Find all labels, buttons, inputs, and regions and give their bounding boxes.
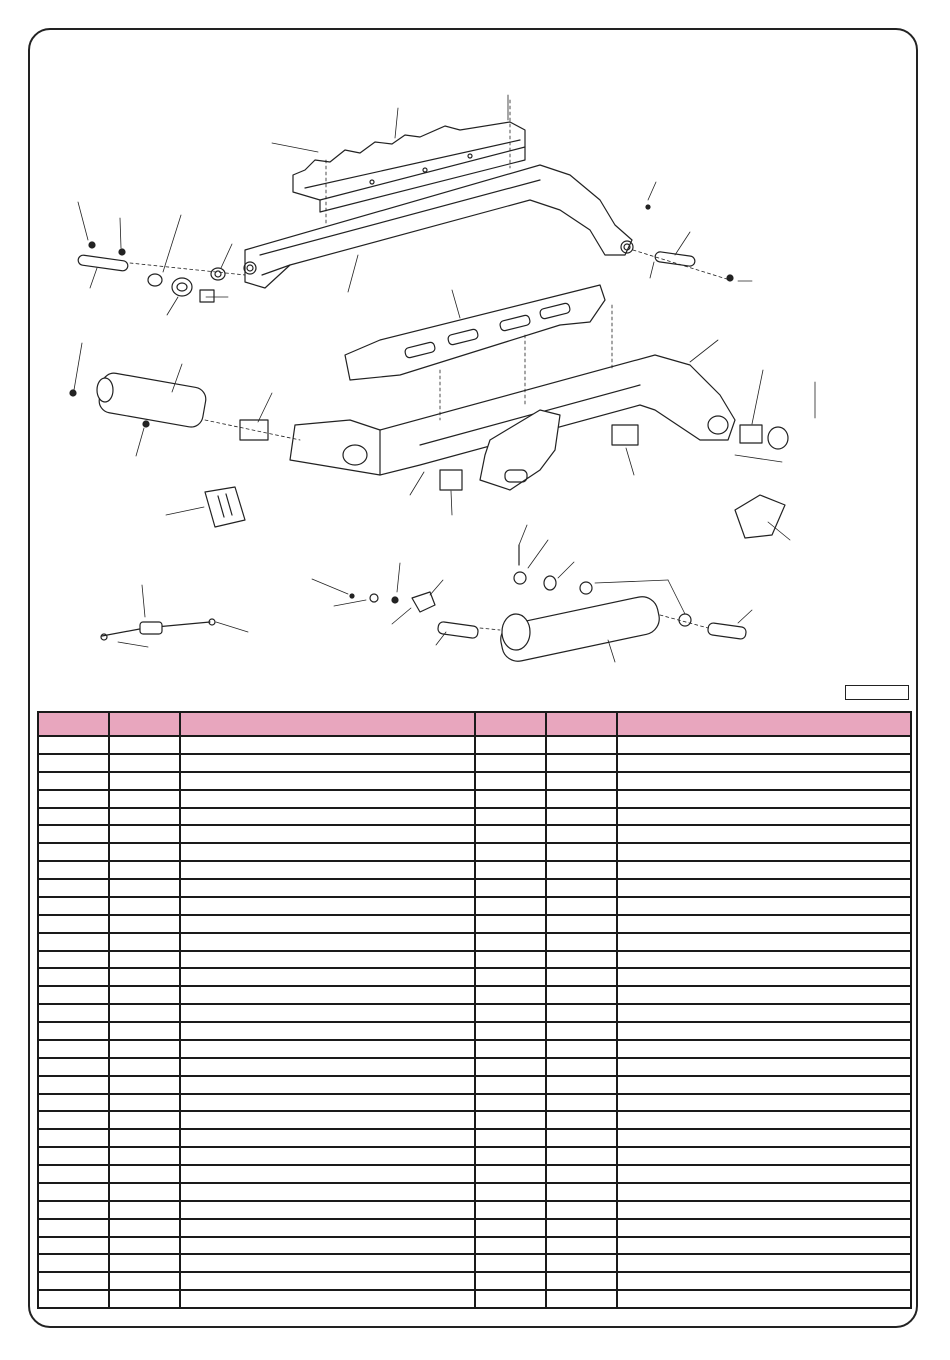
table-cell	[475, 861, 546, 879]
table-cell	[617, 1183, 911, 1201]
table-cell	[546, 1004, 617, 1022]
table-cell	[546, 1183, 617, 1201]
table-cell	[38, 754, 109, 772]
table-cell	[109, 1237, 180, 1255]
table-cell	[109, 843, 180, 861]
table-cell	[109, 986, 180, 1004]
table-row	[38, 825, 911, 843]
table-cell	[546, 933, 617, 951]
table-cell	[617, 808, 911, 826]
table-cell	[617, 1004, 911, 1022]
table-cell	[475, 1129, 546, 1147]
table-row	[38, 897, 911, 915]
table-cell	[109, 1254, 180, 1272]
table-cell	[180, 1219, 475, 1237]
table-cell	[475, 1290, 546, 1308]
table-cell	[546, 879, 617, 897]
table-cell	[475, 825, 546, 843]
table-cell	[38, 772, 109, 790]
table-cell	[109, 1076, 180, 1094]
table-cell	[180, 1165, 475, 1183]
table-cell	[180, 754, 475, 772]
table-row	[38, 861, 911, 879]
header-cell	[617, 712, 911, 736]
table-cell	[180, 1129, 475, 1147]
table-cell	[475, 843, 546, 861]
table-cell	[180, 1076, 475, 1094]
table-cell	[180, 1272, 475, 1290]
table-cell	[180, 808, 475, 826]
table-cell	[475, 1165, 546, 1183]
table-cell	[109, 1165, 180, 1183]
table-cell	[475, 736, 546, 754]
table-cell	[109, 1219, 180, 1237]
header-cell	[38, 712, 109, 736]
table-cell	[38, 736, 109, 754]
table-cell	[180, 1058, 475, 1076]
table-cell	[475, 1219, 546, 1237]
table-cell	[617, 754, 911, 772]
table-cell	[475, 897, 546, 915]
table-cell	[475, 1022, 546, 1040]
table-row	[38, 933, 911, 951]
table-cell	[546, 736, 617, 754]
table-cell	[617, 790, 911, 808]
table-cell	[38, 1165, 109, 1183]
table-cell	[38, 1076, 109, 1094]
table-cell	[38, 1237, 109, 1255]
table-cell	[475, 986, 546, 1004]
table-cell	[617, 1111, 911, 1129]
table-row	[38, 1183, 911, 1201]
table-cell	[475, 808, 546, 826]
table-row	[38, 1165, 911, 1183]
table-cell	[109, 1004, 180, 1022]
table-cell	[475, 1004, 546, 1022]
table-cell	[475, 1254, 546, 1272]
table-cell	[546, 986, 617, 1004]
table-cell	[617, 1290, 911, 1308]
table-row	[38, 1147, 911, 1165]
table-cell	[617, 986, 911, 1004]
table-row	[38, 843, 911, 861]
table-cell	[475, 1040, 546, 1058]
header-cell	[109, 712, 180, 736]
table-cell	[38, 968, 109, 986]
table-cell	[617, 1040, 911, 1058]
table-cell	[180, 1040, 475, 1058]
table-cell	[180, 1201, 475, 1219]
table-cell	[38, 951, 109, 969]
header-cell	[475, 712, 546, 736]
table-cell	[617, 1094, 911, 1112]
table-cell	[180, 915, 475, 933]
table-cell	[109, 951, 180, 969]
table-row	[38, 915, 911, 933]
table-cell	[109, 915, 180, 933]
table-cell	[546, 843, 617, 861]
table-cell	[180, 879, 475, 897]
cylinder-assembly	[350, 545, 747, 664]
table-cell	[109, 933, 180, 951]
table-cell	[546, 1076, 617, 1094]
table-cell	[109, 790, 180, 808]
table-cell	[546, 861, 617, 879]
table-cell	[546, 1040, 617, 1058]
table-cell	[617, 736, 911, 754]
table-cell	[180, 861, 475, 879]
table-cell	[617, 1076, 911, 1094]
table-row	[38, 1022, 911, 1040]
table-cell	[180, 1004, 475, 1022]
table-cell	[617, 772, 911, 790]
table-cell	[475, 1237, 546, 1255]
table-cell	[475, 1111, 546, 1129]
table-row	[38, 1290, 911, 1308]
table-cell	[546, 1111, 617, 1129]
table-cell	[109, 736, 180, 754]
table-cell	[109, 1094, 180, 1112]
table-row	[38, 772, 911, 790]
table-cell	[38, 879, 109, 897]
table-cell	[180, 951, 475, 969]
table-cell	[109, 1147, 180, 1165]
table-cell	[617, 843, 911, 861]
table-cell	[180, 1183, 475, 1201]
table-cell	[38, 861, 109, 879]
table-row	[38, 968, 911, 986]
table-row	[38, 808, 911, 826]
table-cell	[38, 825, 109, 843]
table-row	[38, 790, 911, 808]
table-cell	[546, 1272, 617, 1290]
table-cell	[109, 825, 180, 843]
table-cell	[180, 1022, 475, 1040]
table-cell	[109, 1290, 180, 1308]
table-cell	[617, 1129, 911, 1147]
table-cell	[546, 968, 617, 986]
table-cell	[38, 1272, 109, 1290]
table-cell	[546, 754, 617, 772]
table-cell	[617, 1237, 911, 1255]
table-cell	[475, 1058, 546, 1076]
table-row	[38, 1201, 911, 1219]
table-cell	[38, 1183, 109, 1201]
table-cell	[617, 933, 911, 951]
table-cell	[38, 1040, 109, 1058]
table-cell	[617, 1254, 911, 1272]
table-cell	[475, 879, 546, 897]
table-cell	[180, 1147, 475, 1165]
table-row	[38, 1076, 911, 1094]
table-cell	[617, 1022, 911, 1040]
table-cell	[109, 1272, 180, 1290]
table-cell	[109, 1111, 180, 1129]
table-row	[38, 736, 911, 754]
table-cell	[38, 915, 109, 933]
table-cell	[109, 1040, 180, 1058]
table-cell	[617, 1058, 911, 1076]
table-cell	[109, 772, 180, 790]
table-cell	[546, 915, 617, 933]
table-cell	[38, 1129, 109, 1147]
table-cell	[180, 736, 475, 754]
table-cell	[617, 1201, 911, 1219]
table-cell	[180, 1111, 475, 1129]
header-cell	[180, 712, 475, 736]
table-cell	[38, 1022, 109, 1040]
table-row	[38, 986, 911, 1004]
table-cell	[617, 879, 911, 897]
exploded-parts-diagram	[30, 30, 920, 690]
table-cell	[180, 1254, 475, 1272]
table-row	[38, 1094, 911, 1112]
table-cell	[546, 825, 617, 843]
table-row	[38, 1129, 911, 1147]
cover-plate	[345, 285, 605, 380]
table-cell	[546, 1022, 617, 1040]
table-cell	[38, 1254, 109, 1272]
table-cell	[546, 1094, 617, 1112]
table-cell	[180, 933, 475, 951]
table-row	[38, 1219, 911, 1237]
table-cell	[109, 754, 180, 772]
table-cell	[109, 1201, 180, 1219]
table-cell	[475, 915, 546, 933]
table-cell	[475, 1201, 546, 1219]
table-cell	[38, 808, 109, 826]
table-cell	[546, 790, 617, 808]
table-cell	[180, 1290, 475, 1308]
cable	[101, 619, 215, 640]
table-cell	[475, 1147, 546, 1165]
table-cell	[38, 1201, 109, 1219]
table-cell	[617, 915, 911, 933]
pads	[205, 487, 785, 538]
table-cell	[617, 897, 911, 915]
table-cell	[546, 897, 617, 915]
table-cell	[38, 897, 109, 915]
table-cell	[109, 968, 180, 986]
table-cell	[546, 1147, 617, 1165]
table-cell	[109, 808, 180, 826]
table-cell	[546, 1219, 617, 1237]
table-cell	[617, 1219, 911, 1237]
table-cell	[546, 1058, 617, 1076]
table-cell	[617, 825, 911, 843]
table-cell	[180, 1094, 475, 1112]
table-cell	[109, 1129, 180, 1147]
table-cell	[617, 861, 911, 879]
table-cell	[180, 772, 475, 790]
table-cell	[109, 897, 180, 915]
table-cell	[180, 825, 475, 843]
table-cell	[546, 808, 617, 826]
table-cell	[38, 1094, 109, 1112]
table-cell	[38, 1219, 109, 1237]
table-cell	[546, 772, 617, 790]
parts-table	[37, 711, 912, 1309]
table-cell	[475, 933, 546, 951]
table-cell	[38, 1147, 109, 1165]
table-cell	[109, 1022, 180, 1040]
table-cell	[475, 1094, 546, 1112]
table-cell	[38, 1058, 109, 1076]
table-row	[38, 1004, 911, 1022]
table-cell	[180, 986, 475, 1004]
table-cell	[546, 1129, 617, 1147]
table-cell	[546, 1290, 617, 1308]
table-row	[38, 1058, 911, 1076]
table-cell	[38, 843, 109, 861]
table-cell	[617, 1272, 911, 1290]
parts-table-body	[38, 736, 911, 1308]
table-row	[38, 1272, 911, 1290]
table-cell	[475, 968, 546, 986]
table-cell	[617, 951, 911, 969]
table-cell	[617, 1147, 911, 1165]
table-cell	[546, 1254, 617, 1272]
table-cell	[180, 897, 475, 915]
table-cell	[109, 879, 180, 897]
table-cell	[475, 1076, 546, 1094]
table-cell	[38, 790, 109, 808]
table-cell	[546, 951, 617, 969]
table-row	[38, 1237, 911, 1255]
table-cell	[180, 790, 475, 808]
table-cell	[180, 968, 475, 986]
diagram-code-box	[845, 685, 909, 700]
table-cell	[546, 1165, 617, 1183]
table-cell	[109, 1183, 180, 1201]
table-cell	[475, 772, 546, 790]
table-cell	[38, 1004, 109, 1022]
table-cell	[38, 1111, 109, 1129]
parts-table-header	[38, 712, 911, 736]
table-row	[38, 754, 911, 772]
table-row	[38, 1040, 911, 1058]
table-row	[38, 879, 911, 897]
table-cell	[617, 968, 911, 986]
table-cell	[109, 861, 180, 879]
table-cell	[180, 843, 475, 861]
table-cell	[38, 933, 109, 951]
table-cell	[546, 1237, 617, 1255]
table-cell	[475, 790, 546, 808]
table-cell	[475, 1272, 546, 1290]
table-row	[38, 951, 911, 969]
table-cell	[475, 754, 546, 772]
table-row	[38, 1111, 911, 1129]
header-cell	[546, 712, 617, 736]
table-cell	[38, 1290, 109, 1308]
table-cell	[475, 951, 546, 969]
table-row	[38, 1254, 911, 1272]
table-cell	[475, 1183, 546, 1201]
table-cell	[546, 1201, 617, 1219]
table-cell	[180, 1237, 475, 1255]
table-cell	[109, 1058, 180, 1076]
table-cell	[617, 1165, 911, 1183]
table-cell	[38, 986, 109, 1004]
